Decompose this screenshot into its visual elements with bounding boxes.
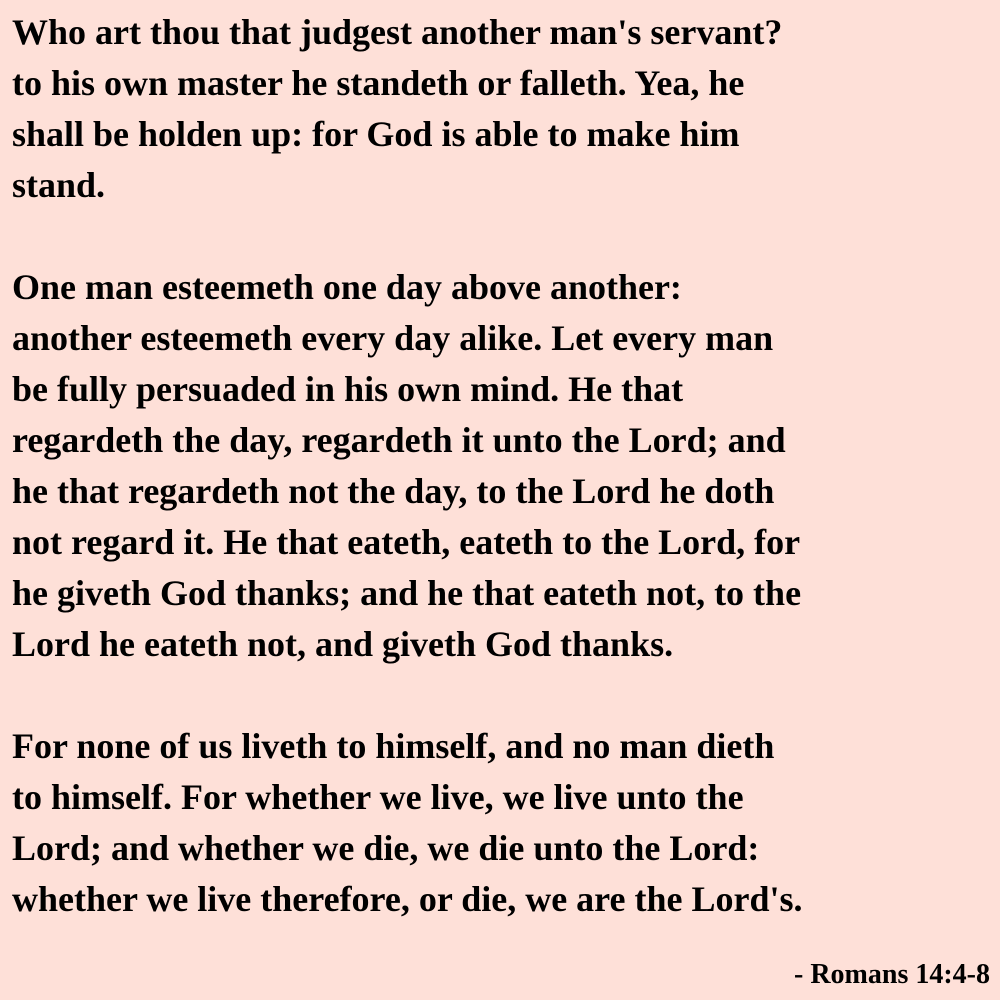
paragraph-3 xyxy=(12,721,996,925)
text-line: Who art thou that judgest another man's servant? xyxy=(12,12,783,52)
text-line: he that regardeth not the day, to the Lord he doth xyxy=(12,471,775,511)
text-line: whether we live therefore, or die, we are the Lord's. xyxy=(12,879,803,919)
text-line: stand. xyxy=(12,165,106,205)
text-line: Lord he eateth not, and giveth God thanks. xyxy=(12,624,674,664)
paragraph-2 xyxy=(12,262,996,670)
text-line: he giveth God thanks; and he that eateth not, to the xyxy=(12,573,802,613)
text-line: regardeth the day, regardeth it unto the Lord; and xyxy=(12,420,786,460)
text-line: Lord; and whether we die, we die unto the Lord: xyxy=(12,828,760,868)
text-line: to himself. For whether we live, we live unto the xyxy=(12,777,744,817)
scripture-passage xyxy=(12,7,996,925)
verse-citation: - Romans 14:4-8 xyxy=(794,959,990,990)
text-line: One man esteemeth one day above another: xyxy=(12,267,682,307)
text-line: For none of us liveth to himself, and no man dieth xyxy=(12,726,775,766)
text-line: be fully persuaded in his own mind. He that xyxy=(12,369,684,409)
text-line: another esteemeth every day alike. Let every man xyxy=(12,318,774,358)
text-line: shall be holden up: for God is able to make him xyxy=(12,114,740,154)
text-line: to his own master he standeth or falleth. Yea, he xyxy=(12,63,745,103)
text-line: not regard it. He that eateth, eateth to the Lord, for xyxy=(12,522,801,562)
paragraph-1 xyxy=(12,7,996,211)
